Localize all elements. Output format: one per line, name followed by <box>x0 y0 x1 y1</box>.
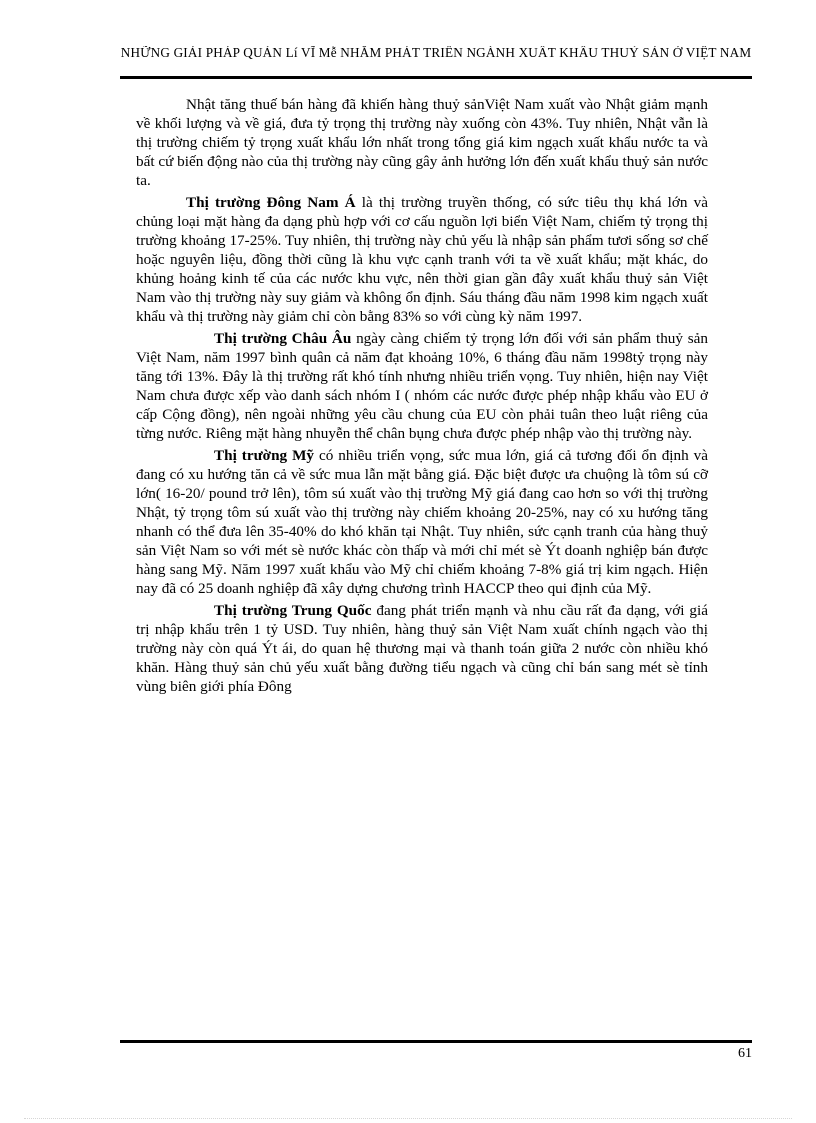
paragraph-lead: Thị trường Mỹ <box>214 447 315 464</box>
paragraph-text: là thị trường truyền thống, có sức tiêu thụ khá lớn và chủng loại mặt hàng đa dạng phù hợp với cơ cấu nguồn lợi biển Việt Nam, chiếm tỷ trọng thị trường khoảng 17-25%. Tuy nhiên, thị trường này chủ yếu là nhập sản phẩm tươi sống sơ chế hoặc nguyên liệu, đồng thời cũng là khu vực cạnh tranh với ta về xuất khẩu; mặt khác, do khủng hoảng kinh tế của các nước khu vực, nên thời gian gần đây xuất khẩu thuỷ sản Việt Nam vào thị trường này suy giảm và không ổn định. Sáu tháng đầu năm 1998 kim ngạch xuất khẩu và thị trường này giảm chỉ còn bằng 83% so với cùng kỳ năm 1997. <box>136 194 708 325</box>
paragraph-text: có nhiều triển vọng, sức mua lớn, giá cả tương đối ổn định và đang có xu hướng tăn cả về sức mua lẫn mặt bằng giá. Đặc biệt được ưa chuộng là tôm sú cỡ lớn( 16-20/ pound trở lên), tôm sú xuất vào thị trường Mỹ giá đang cao hơn so với thị trường Nhật, tỷ trọng tôm sú xuất vào thị trường này chiếm khoảng 20-25%, nay có xu hướng tăng nhanh có thể đưa lên 35-40% do khó khăn tại Nhật. Tuy nhiên, sức cạnh tranh của hàng thuỷ sản Việt Nam so với mét sè nước khác còn thấp và mới chỉ mét sè Ýt doanh nghiệp bán được hàng sang Mỹ. Năm 1997 xuất khẩu vào Mỹ chỉ chiếm khoảng 7-8% giá trị kim ngạch. Hiện nay đã có 25 doanh nghiệp đã xây dựng chương trình HACCP theo qui định của Mỹ. <box>136 447 708 597</box>
paragraph-china <box>136 601 708 696</box>
paragraph-southeast-asia <box>136 193 708 326</box>
paragraph-japan <box>136 95 708 190</box>
body-text <box>136 95 708 696</box>
header-rule <box>120 76 752 79</box>
footer-rule <box>120 1040 752 1043</box>
page-bottom-edge <box>24 1118 792 1119</box>
paragraph-lead: Thị trường Đông Nam Á <box>186 194 356 211</box>
paragraph-lead: Thị trường Trung Quốc <box>214 602 372 619</box>
paragraph-text: ngày càng chiếm tỷ trọng lớn đối với sản phẩm thuỷ sản Việt Nam, năm 1997 bình quân cả năm đạt khoảng 10%, 6 tháng đầu năm 1998tỷ trọng này tăng tới 13%. Đây là thị trường rất khó tính nhưng nhiều triển vọng. Tuy nhiên, hiện nay Việt Nam chưa được xếp vào danh sách nhóm I ( nhóm các nước được phép nhập khẩu vào EU ở cấp Cộng đồng), nên ngoài những yêu cầu chung của EU còn phải tuân theo luật riêng của từng nước. Riêng mặt hàng nhuyễn thể chân bụng chưa được phép nhập vào thị trường này. <box>136 330 708 442</box>
paragraph-usa <box>136 446 708 598</box>
paragraph-text: Nhật tăng thuế bán hàng đã khiến hàng thuỷ sảnViệt Nam xuất vào Nhật giảm mạnh về khối lượng và về giá, đưa tỷ trọng thị trường này xuống còn 43%. Tuy nhiên, Nhật vẫn là thị trường chiếm tỷ trọng xuất khẩu lớn nhất trong tổng giá kim ngạch xuất khẩu nước ta và bất cứ biến động nào của thị trường này cũng gây ảnh hưởng lớn đến xuất khẩu thuỷ sản nước ta. <box>136 96 708 189</box>
paragraph-lead: Thị trường Châu Âu <box>214 330 352 347</box>
paragraph-europe <box>136 329 708 443</box>
running-header: NHỮNG GIẢI PHÁP QUẢN Lí VĨ Mễ NHẰM PHÁT TRIỂN NGÀNH XUẤT KHẨU THUỶ SẢN Ở VIỆT NAM <box>120 46 752 60</box>
page-number: 61 <box>738 1046 752 1061</box>
paragraph-text: đang phát triển mạnh và nhu cầu rất đa dạng, với giá trị nhập khẩu trên 1 tỷ USD. Tuy nhiên, hàng thuỷ sản Việt Nam xuất chính ngạch vào thị trường này còn quá Ýt ái, do quan hệ thương mại và thanh toán giữa 2 nước còn nhiều khó khăn. Hàng thuỷ sản chủ yếu xuất bằng đường tiểu ngạch và cũng chỉ bán sang mét sè tỉnh vùng biên giới phía Đông <box>136 602 708 695</box>
